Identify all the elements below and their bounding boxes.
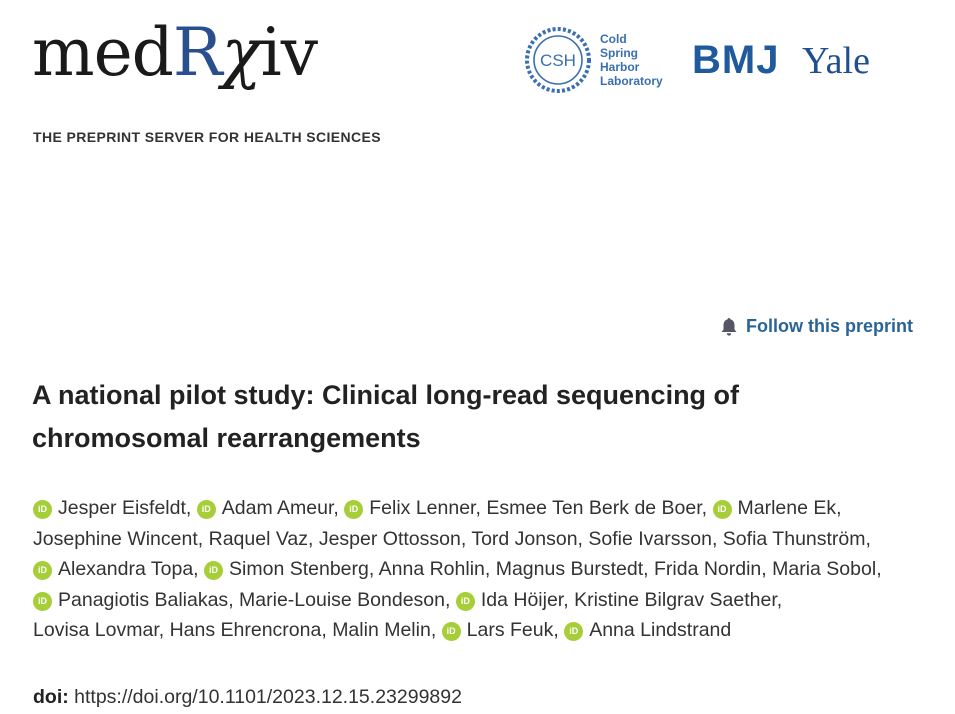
author-name: Raquel Vaz [208, 527, 308, 550]
author[interactable] [496, 558, 649, 580]
author-name: Marlene Ek [737, 497, 837, 519]
author-name: Simon Stenberg [229, 558, 369, 580]
author-name: Sofia Thunström [722, 527, 866, 550]
author-separator: , [321, 619, 327, 641]
orcid-icon[interactable]: iD [33, 500, 52, 519]
author[interactable] [197, 497, 339, 519]
logo-med: med [32, 14, 173, 91]
author-separator: , [368, 558, 375, 580]
article-title: A national pilot study: Clinical long-read sequencing of chromosomal rearrangements [32, 380, 740, 453]
follow-label: Follow this preprint [746, 316, 913, 336]
author[interactable] [564, 619, 731, 641]
author-name: Marie-Louise Bondeson [239, 588, 445, 611]
author-name: Esmee Ten Berk de Boer [486, 497, 702, 519]
orcid-icon[interactable]: iD [33, 561, 52, 580]
author-name: Tord Jonson [471, 527, 578, 550]
author[interactable] [486, 497, 707, 519]
author[interactable] [33, 558, 199, 580]
author[interactable] [471, 528, 583, 550]
author-name: Malin Melin [332, 619, 431, 641]
bmj-logo[interactable]: BMJ [692, 38, 780, 82]
author-name: Lars Feuk [466, 619, 554, 641]
author[interactable] [319, 528, 466, 550]
author-separator: , [643, 558, 649, 580]
author-name: Maria Sobol [772, 558, 877, 580]
author-separator: , [158, 619, 165, 641]
author-name: Anna Lindstrand [589, 619, 732, 641]
author[interactable] [33, 619, 164, 641]
author[interactable] [332, 619, 436, 641]
author-separator: , [836, 497, 842, 519]
medrxiv-logo[interactable] [32, 14, 318, 91]
author-separator: , [484, 558, 491, 580]
author-separator: , [711, 527, 718, 550]
logo-iv: iv [260, 14, 318, 91]
orcid-icon[interactable]: iD [344, 500, 363, 519]
author[interactable] [239, 589, 450, 611]
author-list [33, 493, 913, 646]
author-separator: , [307, 527, 314, 550]
author-separator: , [430, 619, 437, 641]
csh-logo[interactable] [520, 24, 596, 96]
author-name: Hans Ehrencrona [169, 619, 322, 641]
author-separator: , [193, 558, 199, 580]
csh-line: Cold [600, 32, 627, 46]
author-name: Jesper Eisfeldt [58, 497, 186, 519]
author[interactable] [654, 558, 767, 580]
author-name: Josephine Wincent [33, 527, 198, 550]
csh-line: Laboratory [600, 74, 663, 88]
csh-line: Spring [600, 46, 638, 60]
author[interactable] [442, 619, 559, 641]
author-name: Magnus Burstedt [495, 558, 644, 580]
bell-icon [720, 317, 738, 337]
author-separator: , [776, 588, 783, 611]
orcid-icon[interactable]: iD [197, 500, 216, 519]
csh-seal-icon [520, 24, 596, 96]
tagline: THE PREPRINT SERVER FOR HEALTH SCIENCES [33, 129, 382, 145]
author[interactable] [204, 558, 374, 580]
author-name: Frida Nordin [653, 558, 762, 580]
author[interactable] [588, 528, 717, 550]
author-name: Felix Lenner [369, 497, 476, 519]
author[interactable] [713, 497, 842, 519]
author-name: Ida Höijer [480, 588, 564, 611]
doi-link[interactable]: https://doi.org/10.1101/2023.12.15.23299892 [74, 686, 462, 708]
author[interactable] [574, 589, 782, 611]
author-separator: , [761, 558, 767, 580]
orcid-icon[interactable]: iD [456, 592, 475, 611]
author[interactable] [344, 497, 481, 519]
author-separator: , [553, 619, 559, 641]
author-name: Sofie Ivarsson [588, 527, 712, 550]
author-separator: , [197, 527, 204, 550]
author-separator: , [460, 527, 467, 550]
orcid-icon[interactable]: iD [204, 561, 223, 580]
author[interactable] [33, 497, 191, 519]
author-separator: , [701, 497, 708, 519]
author[interactable] [456, 589, 569, 611]
author-name: Adam Ameur [221, 497, 334, 519]
doi-label: doi: [33, 686, 69, 708]
author-name: Panagiotis Baliakas [58, 588, 229, 611]
author-separator: , [876, 558, 882, 580]
orcid-icon[interactable]: iD [713, 500, 732, 519]
author[interactable] [723, 528, 871, 550]
author-name: Kristine Bilgrav Saether [574, 588, 777, 611]
orcid-icon[interactable]: iD [442, 622, 461, 641]
author-separator: , [185, 497, 192, 519]
author[interactable] [209, 528, 314, 550]
author[interactable] [33, 589, 234, 611]
author-separator: , [865, 527, 871, 550]
author-separator: , [577, 527, 583, 550]
yale-logo[interactable]: Yale [802, 40, 870, 82]
author-name: Anna Rohlin [378, 558, 485, 580]
author-separator: , [475, 497, 481, 519]
author-separator: , [445, 588, 451, 611]
author-name: Lovisa Lovmar [33, 619, 159, 641]
author[interactable] [379, 558, 491, 580]
logo-r: R [172, 14, 222, 91]
author-name: Jesper Ottosson [318, 527, 461, 550]
orcid-icon[interactable]: iD [33, 592, 52, 611]
author-name: Alexandra Topa [58, 558, 194, 580]
follow-preprint-button[interactable] [720, 316, 913, 337]
doi-line [33, 686, 462, 709]
csh-line: Harbor [600, 60, 640, 74]
orcid-icon[interactable]: iD [564, 622, 583, 641]
logo-chi: χ [221, 14, 261, 91]
author[interactable] [33, 528, 203, 550]
csh-wordmark [600, 32, 663, 88]
author-separator: , [563, 588, 569, 611]
author-separator: , [228, 588, 234, 611]
author[interactable] [772, 558, 881, 580]
csh-badge-text: CSH [540, 51, 576, 70]
partner-logos [520, 24, 920, 96]
author[interactable] [170, 619, 327, 641]
author-separator: , [333, 497, 339, 519]
